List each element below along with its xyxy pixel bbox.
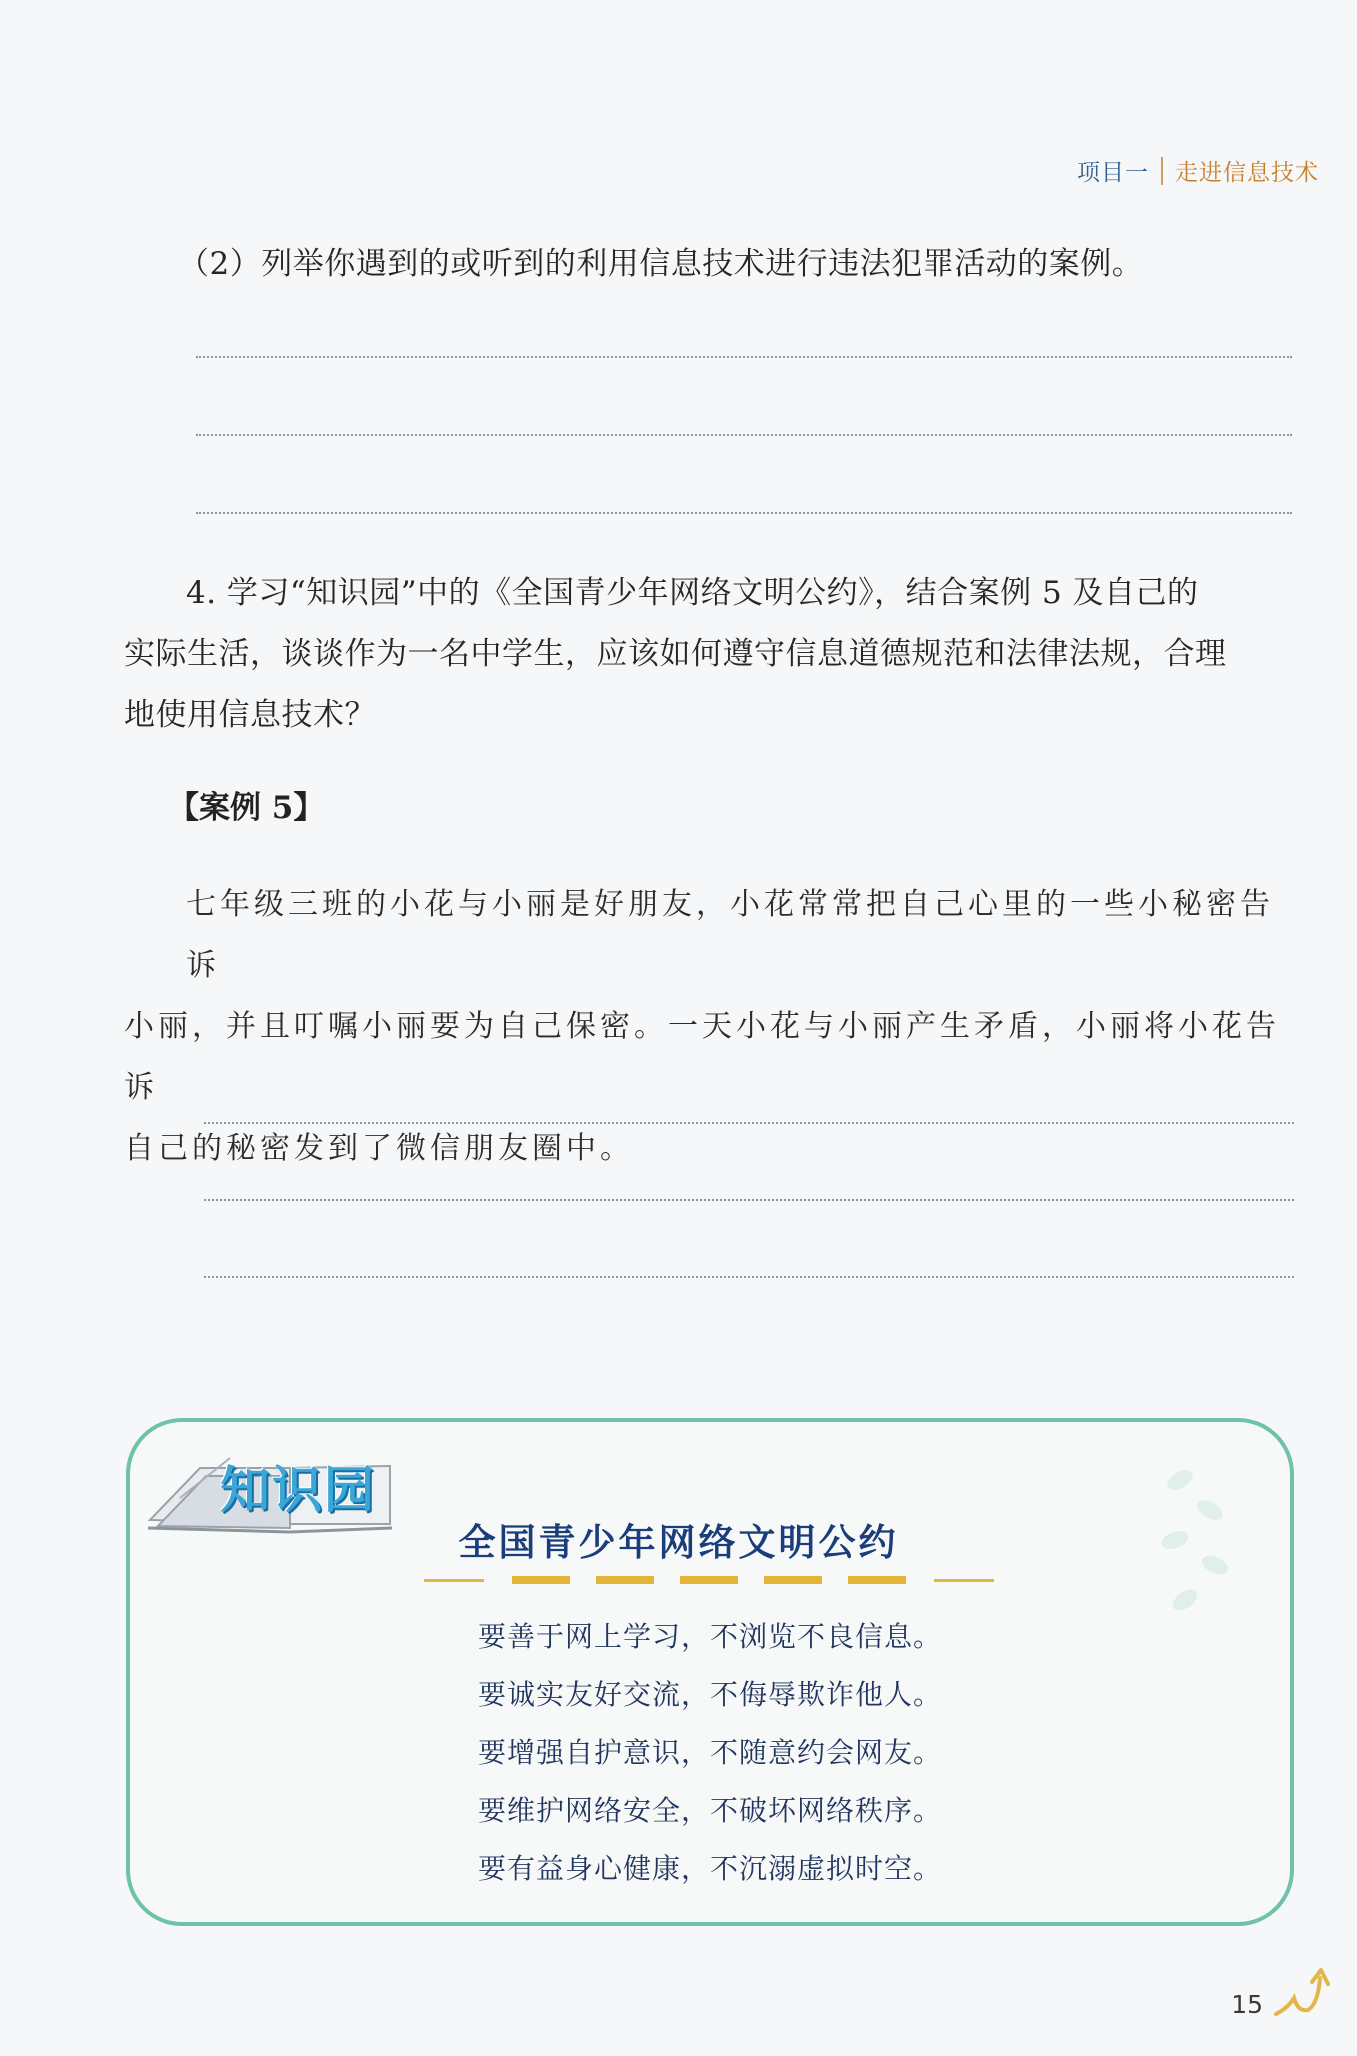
knowledge-garden-logo: 知识园 — [220, 1461, 376, 1519]
convention-list — [478, 1608, 942, 1898]
question-4-line: 4. 学习“知识园”中的《全国青少年网络文明公约》，结合案例 5 及自己的 — [186, 575, 1199, 611]
convention-item: 要善于网上学习，不浏览不良信息。 — [478, 1620, 943, 1653]
page-corner-arrow-icon — [1268, 1964, 1338, 2024]
convention-item: 要诚实友好交流，不侮辱欺诈他人。 — [478, 1678, 943, 1711]
case-line: 七年级三班的小花与小丽是好朋友，小花常常把自己心里的一些小秘密告诉 — [186, 887, 1274, 983]
header-project: 项目一 — [1077, 160, 1149, 186]
convention-item: 要维护网络安全，不破坏网络秩序。 — [478, 1794, 943, 1827]
page-header — [1077, 154, 1319, 187]
answer-line — [204, 1199, 1294, 1201]
case-line: 自己的秘密发到了微信朋友圈中。 — [124, 1131, 634, 1166]
header-chapter: 走进信息技术 — [1175, 160, 1319, 186]
answer-line — [196, 356, 1292, 358]
question-4-line: 实际生活，谈谈作为一名中学生，应该如何遵守信息道德规范和法律法规，合理 — [124, 636, 1227, 672]
question-4 — [124, 563, 1296, 746]
knowledge-garden-title: 全国青少年网络文明公约 — [458, 1521, 899, 1564]
header-divider — [1161, 157, 1163, 185]
case-body — [124, 874, 1296, 1179]
page-number: 15 — [1231, 1990, 1263, 2019]
convention-item: 要有益身心健康，不沉溺虚拟时空。 — [478, 1852, 943, 1885]
question-4-line: 地使用信息技术？ — [124, 697, 376, 733]
answer-line — [204, 1276, 1294, 1278]
case-line: 小丽，并且叮嘱小丽要为自己保密。一天小花与小丽产生矛盾，小丽将小花告诉 — [124, 1009, 1280, 1105]
title-underline-decoration — [424, 1576, 994, 1586]
convention-item: 要增强自护意识，不随意约会网友。 — [478, 1736, 943, 1769]
case-title: 【案例 5】 — [168, 790, 325, 826]
answer-line — [196, 512, 1292, 514]
question-2: （2）列举你遇到的或听到的利用信息技术进行违法犯罪活动的案例。 — [178, 246, 1144, 282]
answer-line — [204, 1122, 1294, 1124]
answer-line — [196, 434, 1292, 436]
